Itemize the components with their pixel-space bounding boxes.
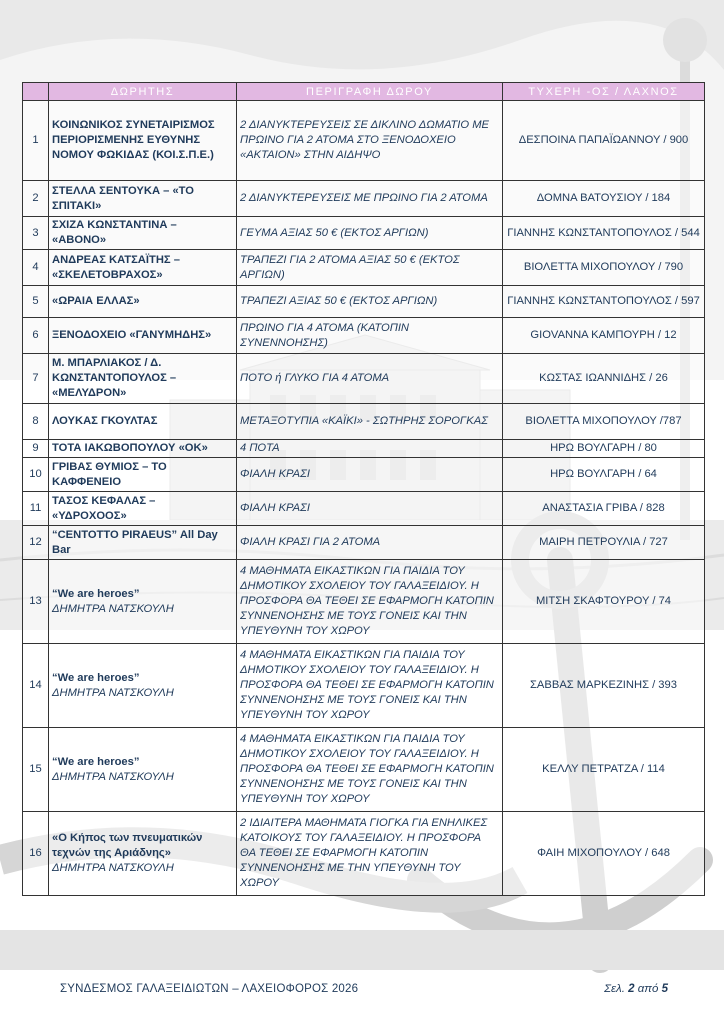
donor-cell xyxy=(49,526,237,560)
winner-ticket: ΜΙΤΣΗ ΣΚΑΦΤΟΥΡΟΥ / 74 xyxy=(503,560,705,644)
table-row xyxy=(23,492,705,526)
donor-subname: ΔΗΜΗΤΡΑ ΝΑΤΣΚΟΥΛΗ xyxy=(52,862,174,874)
winner-ticket: GIOVANNA ΚΑΜΠΟΥΡΗ / 12 xyxy=(503,318,705,354)
prize-description: ΤΡΑΠΕΖΙ ΑΞΙΑΣ 50 € (ΕΚΤΟΣ ΑΡΓΙΩΝ) xyxy=(237,286,503,318)
row-number: 5 xyxy=(23,286,49,318)
row-number: 7 xyxy=(23,354,49,404)
table-row xyxy=(23,101,705,181)
table-row xyxy=(23,250,705,286)
winner-ticket: ΓΙΑΝΝΗΣ ΚΩΝΣΤΑΝΤΟΠΟΥΛΟΣ / 597 xyxy=(503,286,705,318)
donor-cell xyxy=(49,492,237,526)
table-row xyxy=(23,404,705,440)
prize-table xyxy=(22,82,705,896)
winner-ticket: ΗΡΩ ΒΟΥΛΓΑΡΗ / 80 xyxy=(503,440,705,458)
prize-description: ΠΟΤΟ ή ΓΛΥΚΟ ΓΙΑ 4 ΑΤΟΜΑ xyxy=(237,354,503,404)
table-row xyxy=(23,560,705,644)
donor-name: “We are heroes” xyxy=(52,671,140,684)
table-header-row xyxy=(23,83,705,101)
donor-name: ΣΧΙΖΑ ΚΩΝΣΤΑΝΤΙΝΑ – «ΑΒΟΝΟ» xyxy=(52,219,177,246)
row-number: 9 xyxy=(23,440,49,458)
winner-ticket: ΚΩΣΤΑΣ ΙΩΑΝΝΙΔΗΣ / 26 xyxy=(503,354,705,404)
table-body xyxy=(23,101,705,896)
donor-name: «ΩΡΑΙΑ ΕΛΛΑΣ» xyxy=(52,295,140,307)
row-number: 6 xyxy=(23,318,49,354)
table-row xyxy=(23,217,705,250)
donor-name: Μ. ΜΠΑΡΛΙΑΚΟΣ / Δ. ΚΩΝΣΤΑΝΤΟΠΟΥΛΟΣ – «ΜΕΛΥΔΡΟΝ» xyxy=(52,357,177,399)
winner-ticket: ΣΑΒΒΑΣ ΜΑΡΚΕΖΙΝΗΣ / 393 xyxy=(503,644,705,728)
prize-description: 4 ΜΑΘΗΜΑΤΑ ΕΙΚΑΣΤΙΚΩΝ ΓΙΑ ΠΑΙΔΙΑ ΤΟΥ ΔΗΜΟΤΙΚΟΥ ΣΧΟΛΕΙΟΥ ΤΟΥ ΓΑΛΑΞΕΙΔΙΟΥ. Η ΠΡΟΣΦΟΡΑ ΘΑ ΤΕΘΕΙ ΣΕ ΕΦΑΡΜΟΓΗ ΚΑΤΟΠΙΝ ΣΥΝΝΕΝΟΗΣΗΣ ΜΕ ΤΟΥΣ ΓΟΝΕΙΣ ΚΑΙ ΤΗΝ ΥΠΕΥΘΥΝΗ ΤΟΥ ΧΩΡΟΥ xyxy=(237,728,503,812)
prize-description: ΠΡΩΙΝΟ ΓΙΑ 4 ΑΤΟΜΑ (ΚΑΤΟΠΙΝ ΣΥΝΕΝΝΟΗΣΗΣ) xyxy=(237,318,503,354)
donor-cell xyxy=(49,101,237,181)
donor-cell xyxy=(49,812,237,896)
footer-organization: ΣΥΝΔΕΣΜΟΣ ΓΑΛΑΞΕΙΔΙΩΤΩΝ – ΛΑΧΕΙΟΦΟΡΟΣ 2026 xyxy=(60,983,359,995)
prize-description: ΤΡΑΠΕΖΙ ΓΙΑ 2 ΑΤΟΜΑ ΑΞΙΑΣ 50 € (ΕΚΤΟΣ ΑΡΓΙΩΝ) xyxy=(237,250,503,286)
row-number: 2 xyxy=(23,181,49,217)
donor-name: “We are heroes” xyxy=(52,755,140,768)
row-number: 16 xyxy=(23,812,49,896)
prize-description: ΦΙΑΛΗ ΚΡΑΣΙ xyxy=(237,492,503,526)
donor-name: “CENTOTTO PIRAEUS” All Day Bar xyxy=(52,528,218,556)
winner-ticket: ΔΟΜΝΑ ΒΑΤΟΥΣΙΟΥ / 184 xyxy=(503,181,705,217)
prize-description: 4 ΠΟΤΑ xyxy=(237,440,503,458)
donor-name: ΤΑΣΟΣ ΚΕΦΑΛΑΣ – «ΥΔΡΟΧΟΟΣ» xyxy=(52,494,156,522)
row-number: 12 xyxy=(23,526,49,560)
donor-cell xyxy=(49,217,237,250)
header-donor: ΔΩΡΗΤΗΣ xyxy=(49,83,237,101)
row-number: 14 xyxy=(23,644,49,728)
prize-description: 4 ΜΑΘΗΜΑΤΑ ΕΙΚΑΣΤΙΚΩΝ ΓΙΑ ΠΑΙΔΙΑ ΤΟΥ ΔΗΜΟΤΙΚΟΥ ΣΧΟΛΕΙΟΥ ΤΟΥ ΓΑΛΑΞΕΙΔΙΟΥ. Η ΠΡΟΣΦΟΡΑ ΘΑ ΤΕΘΕΙ ΣΕ ΕΦΑΡΜΟΓΗ ΚΑΤΟΠΙΝ ΣΥΝΝΕΝΟΗΣΗΣ ΜΕ ΤΟΥΣ ΓΟΝΕΙΣ ΚΑΙ ΤΗΝ ΥΠΕΥΘΥΝΗ ΤΟΥ ΧΩΡΟΥ xyxy=(237,644,503,728)
donor-name: «Ο Κήπος των πνευματικών τεχνών της Αριάδνης» xyxy=(52,832,203,859)
winner-ticket: ΑΝΑΣΤΑΣΙΑ ΓΡΙΒΑ / 828 xyxy=(503,492,705,526)
donor-name: ΣΤΕΛΛΑ ΣΕΝΤΟΥΚΑ – «ΤΟ ΣΠΙΤΑΚΙ» xyxy=(52,184,195,212)
prize-description: ΦΙΑΛΗ ΚΡΑΣΙ xyxy=(237,458,503,492)
table-row xyxy=(23,286,705,318)
winner-ticket: ΗΡΩ ΒΟΥΛΓΑΡΗ / 64 xyxy=(503,458,705,492)
row-number: 1 xyxy=(23,101,49,181)
row-number: 11 xyxy=(23,492,49,526)
prize-description: 2 ΙΔΙΑΙΤΕΡΑ ΜΑΘΗΜΑΤΑ ΓΙΟΓΚΑ ΓΙΑ ΕΝΗΛΙΚΕΣ ΚΑΤΟΙΚΟΥΣ ΤΟΥ ΓΑΛΑΞΕΙΔΙΟΥ. Η ΠΡΟΣΦΟΡΑ ΘΑ ΤΕΘΕΙ ΣΕ ΕΦΑΡΜΟΓΗ ΚΑΤΟΠΙΝ ΣΥΝΝΕΝΟΗΣΗΣ ΜΕ ΤΗΝ ΥΠΕΥΘΥΝΗ ΤΟΥ ΧΩΡΟΥ xyxy=(237,812,503,896)
donor-cell xyxy=(49,644,237,728)
page-of: από xyxy=(637,983,659,995)
table-row xyxy=(23,318,705,354)
donor-cell xyxy=(49,440,237,458)
row-number: 10 xyxy=(23,458,49,492)
header-description: ΠΕΡΙΓΡΑΦΗ ΔΩΡΟΥ xyxy=(237,83,503,101)
donor-cell xyxy=(49,286,237,318)
winner-ticket: ΔΕΣΠΟΙΝΑ ΠΑΠΑΪΩΑΝΝΟΥ / 900 xyxy=(503,101,705,181)
row-number: 15 xyxy=(23,728,49,812)
row-number: 8 xyxy=(23,404,49,440)
donor-subname: ΔΗΜΗΤΡΑ ΝΑΤΣΚΟΥΛΗ xyxy=(52,770,174,783)
header-winner: ΤΥΧΕΡΗ -ΟΣ / ΛΑΧΝΟΣ xyxy=(503,83,705,101)
footer-page-number xyxy=(604,983,668,995)
winner-ticket: ΦΑΙΗ ΜΙΧΟΠΟΥΛΟΥ / 648 xyxy=(503,812,705,896)
prize-description: ΓΕΥΜΑ ΑΞΙΑΣ 50 € (ΕΚΤΟΣ ΑΡΓΙΩΝ) xyxy=(237,217,503,250)
donor-cell xyxy=(49,318,237,354)
donor-cell xyxy=(49,404,237,440)
table-row xyxy=(23,812,705,896)
table-row xyxy=(23,354,705,404)
donor-subname: ΔΗΜΗΤΡΑ ΝΑΤΣΚΟΥΛΗ xyxy=(52,602,174,615)
donor-cell xyxy=(49,458,237,492)
donor-name: ΛΟΥΚΑΣ ΓΚΟΥΛΤΑΣ xyxy=(52,415,158,427)
table-row xyxy=(23,458,705,492)
prize-description: ΜΕΤΑΞΟΤΥΠΙΑ «ΚΑΪΚΙ» - ΣΩΤΗΡΗΣ ΣΟΡΟΓΚΑΣ xyxy=(237,404,503,440)
donor-cell xyxy=(49,560,237,644)
row-number: 3 xyxy=(23,217,49,250)
header-number xyxy=(23,83,49,101)
table-row xyxy=(23,181,705,217)
donor-name: ΞΕΝΟΔΟΧΕΙΟ «ΓΑΝΥΜΗΔΗΣ» xyxy=(52,329,212,341)
donor-subname: ΔΗΜΗΤΡΑ ΝΑΤΣΚΟΥΛΗ xyxy=(52,686,174,699)
donor-name: ΚΟΙΝΩΝΙΚΟΣ ΣΥΝΕΤΑΙΡΙΣΜΟΣ ΠΕΡΙΟΡΙΣΜΕΝΗΣ ΕΥΘΥΝΗΣ ΝΟΜΟΥ ΦΩΚΙΔΑΣ (ΚΟΙ.Σ.Π.Ε.) xyxy=(52,119,215,161)
donor-name: ΑΝΔΡΕΑΣ ΚΑΤΣΑΪΤΗΣ – «ΣΚΕΛΕΤΟΒΡΑΧΟΣ» xyxy=(52,253,180,281)
winner-ticket: ΜΑΙΡΗ ΠΕΤΡΟΥΛΙΑ / 727 xyxy=(503,526,705,560)
table-row xyxy=(23,728,705,812)
donor-name: “We are heroes” xyxy=(52,587,140,600)
donor-cell xyxy=(49,728,237,812)
prize-description: 2 ΔΙΑΝΥΚΤΕΡΕΥΣΕΙΣ ΜΕ ΠΡΩΙΝΟ ΓΙΑ 2 ΑΤΟΜΑ xyxy=(237,181,503,217)
row-number: 4 xyxy=(23,250,49,286)
winner-ticket: ΚΕΛΛΥ ΠΕΤΡΑΤΖΑ / 114 xyxy=(503,728,705,812)
table-row xyxy=(23,644,705,728)
donor-cell xyxy=(49,250,237,286)
winner-ticket: ΒΙΟΛΕΤΤΑ ΜΙΧΟΠΟΥΛΟΥ / 790 xyxy=(503,250,705,286)
winner-ticket: ΒΙΟΛΕΤΤΑ ΜΙΧΟΠΟΥΛΟΥ /787 xyxy=(503,404,705,440)
donor-name: ΓΡΙΒΑΣ ΘΥΜΙΟΣ – ΤΟ ΚΑΦΦΕΝΕΙΟ xyxy=(52,460,167,488)
prize-description: 4 ΜΑΘΗΜΑΤΑ ΕΙΚΑΣΤΙΚΩΝ ΓΙΑ ΠΑΙΔΙΑ ΤΟΥ ΔΗΜΟΤΙΚΟΥ ΣΧΟΛΕΙΟΥ ΤΟΥ ΓΑΛΑΞΕΙΔΙΟΥ. Η ΠΡΟΣΦΟΡΑ ΘΑ ΤΕΘΕΙ ΣΕ ΕΦΑΡΜΟΓΗ ΚΑΤΟΠΙΝ ΣΥΝΝΕΝΟΗΣΗΣ ΜΕ ΤΟΥΣ ΓΟΝΕΙΣ ΚΑΙ ΤΗΝ ΥΠΕΥΘΥΝΗ ΤΟΥ ΧΩΡΟΥ xyxy=(237,560,503,644)
prize-description: 2 ΔΙΑΝΥΚΤΕΡΕΥΣΕΙΣ ΣΕ ΔΙΚΛΙΝΟ ΔΩΜΑΤΙΟ ΜΕ ΠΡΩΙΝΟ ΓΙΑ 2 ΑΤΟΜΑ ΣΤΟ ΞΕΝΟΔΟΧΕΙΟ «ΑΚΤΑΙΟΝ» ΣΤΗΝ ΑΙΔΗΨΟ xyxy=(237,101,503,181)
donor-cell xyxy=(49,354,237,404)
page-total: 5 xyxy=(661,983,668,995)
donor-name: ΤΟΤΑ ΙΑΚΩΒΟΠΟΥΛΟΥ «ΟΚ» xyxy=(52,442,208,454)
table-row xyxy=(23,440,705,458)
page-prefix: Σελ. xyxy=(604,983,625,995)
winner-ticket: ΓΙΑΝΝΗΣ ΚΩΝΣΤΑΝΤΟΠΟΥΛΟΣ / 544 xyxy=(503,217,705,250)
table-row xyxy=(23,526,705,560)
page-current: 2 xyxy=(628,983,635,995)
row-number: 13 xyxy=(23,560,49,644)
prize-description: ΦΙΑΛΗ ΚΡΑΣΙ ΓΙΑ 2 ΑΤΟΜΑ xyxy=(237,526,503,560)
donor-cell xyxy=(49,181,237,217)
